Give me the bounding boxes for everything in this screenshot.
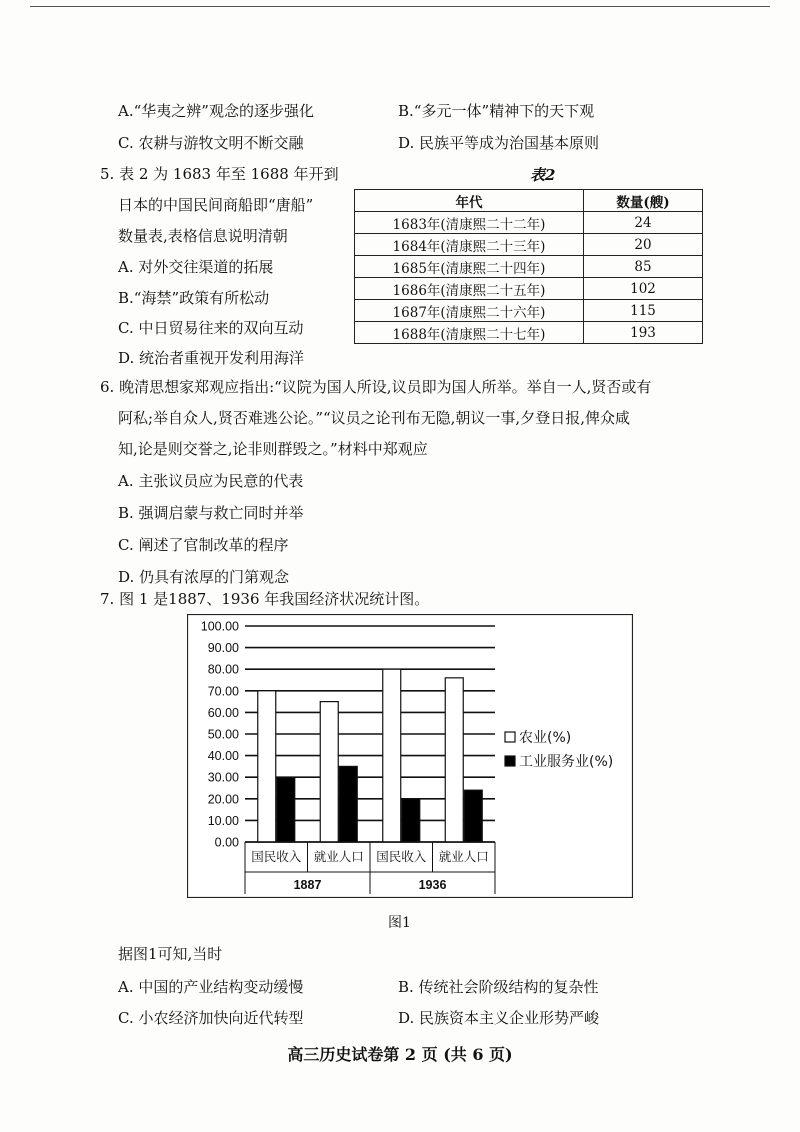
y-tick-label: 60.00	[207, 705, 239, 720]
y-tick-label: 100.00	[200, 619, 239, 634]
table-cell-year: 1684年(清康熙二十三年)	[355, 234, 584, 256]
table-cell-count: 85	[584, 256, 703, 278]
table-row	[355, 256, 703, 278]
table-header-row	[355, 190, 703, 212]
table-cell-count: 193	[584, 322, 703, 344]
q5-option-c[interactable]: C. 中日贸易往来的双向互动	[118, 319, 304, 337]
table-cell-count: 24	[584, 212, 703, 234]
bar-industry-service	[339, 766, 357, 842]
x-group-label: 1887	[293, 878, 322, 892]
legend-label: 工业服务业(%)	[519, 754, 614, 770]
x-group-label: 1936	[418, 878, 447, 892]
table-row	[355, 278, 703, 300]
table-row	[355, 300, 703, 322]
y-tick-label: 80.00	[207, 662, 239, 677]
page-footer: 高三历史试卷第 2 页 (共 6 页)	[287, 1045, 513, 1064]
q6-stem-line3: 知,论是则交誉之,论非则群毁之。”材料中郑观应	[118, 440, 428, 458]
q7-after-figure: 据图1可知,当时	[118, 945, 223, 963]
q6-option-c[interactable]: C. 阐述了官制改革的程序	[118, 536, 289, 554]
y-tick-label: 40.00	[207, 749, 239, 764]
bar-agriculture	[445, 678, 463, 842]
q7-option-b[interactable]: B. 传统社会阶级结构的复杂性	[398, 978, 599, 996]
x-category-label: 就业人口	[438, 849, 489, 864]
table-cell-count: 20	[584, 234, 703, 256]
table-row	[355, 234, 703, 256]
q4-option-c[interactable]: C. 农耕与游牧文明不断交融	[118, 134, 304, 152]
y-tick-label: 30.00	[207, 770, 239, 785]
figure-caption: 图1	[388, 915, 411, 931]
q6-option-d[interactable]: D. 仍具有浓厚的门第观念	[118, 568, 290, 586]
bar-agriculture	[320, 702, 338, 842]
top-rule	[30, 6, 770, 7]
table-header-year: 年代	[355, 190, 584, 212]
q5-option-b[interactable]: B.“海禁”政策有所松动	[118, 289, 270, 307]
table-row	[355, 212, 703, 234]
bar-agriculture	[383, 669, 401, 842]
table-cell-count: 102	[584, 278, 703, 300]
bar-agriculture	[258, 691, 276, 842]
legend-label: 农业(%)	[519, 730, 572, 746]
table-cell-year: 1687年(清康熙二十六年)	[355, 300, 584, 322]
bar-industry-service	[464, 790, 482, 842]
table-cell-count: 115	[584, 300, 703, 322]
q5-stem-line2: 日本的中国民间商船即“唐船”	[118, 196, 314, 214]
y-tick-label: 0.00	[214, 835, 239, 850]
q4-option-b[interactable]: B.“多元一体”精神下的天下观	[398, 102, 595, 120]
y-tick-label: 50.00	[207, 727, 239, 742]
y-tick-label: 70.00	[207, 684, 239, 699]
q4-option-d[interactable]: D. 民族平等成为治国基本原则	[398, 134, 600, 152]
bar-industry-service	[277, 777, 295, 842]
table-cell-year: 1686年(清康熙二十五年)	[355, 278, 584, 300]
table-row	[355, 322, 703, 344]
q4-option-a[interactable]: A.“华夷之辨”观念的逐步强化	[118, 102, 314, 120]
q5-option-a[interactable]: A. 对外交往渠道的拓展	[118, 258, 274, 276]
x-category-label: 国民收入	[376, 849, 427, 864]
y-tick-label: 20.00	[207, 792, 239, 807]
q6-option-a[interactable]: A. 主张议员应为民意的代表	[118, 472, 304, 490]
q6-option-b[interactable]: B. 强调启蒙与救亡同时并举	[118, 504, 304, 522]
ship-count-table	[354, 189, 703, 344]
q7-option-c[interactable]: C. 小农经济加快向近代转型	[118, 1009, 304, 1027]
q7-option-a[interactable]: A. 中国的产业结构变动缓慢	[118, 978, 304, 996]
q5-option-d[interactable]: D. 统治者重视开发利用海洋	[118, 349, 305, 367]
q5-stem-line3: 数量表,表格信息说明清朝	[118, 227, 288, 245]
x-category-label: 就业人口	[313, 849, 364, 864]
y-tick-label: 10.00	[207, 813, 239, 828]
economy-bar-chart	[187, 614, 633, 898]
x-category-label: 国民收入	[251, 849, 302, 864]
table-header-count: 数量(艘)	[584, 190, 703, 212]
q7-option-d[interactable]: D. 民族资本主义企业形势严峻	[398, 1009, 600, 1027]
bar-industry-service	[402, 799, 420, 842]
y-tick-label: 90.00	[207, 641, 239, 656]
q6-stem-line2: 阿私;举自众人,贤否难逃公论。”“议员之论刊布无隐,朝议一事,夕登日报,俾众咸	[118, 409, 630, 427]
table-cell-year: 1685年(清康熙二十四年)	[355, 256, 584, 278]
table-cell-year: 1688年(清康熙二十七年)	[355, 322, 584, 344]
q7-stem: 7. 图 1 是1887、1936 年我国经济状况统计图。	[100, 590, 430, 608]
legend-swatch	[505, 756, 515, 766]
table-cell-year: 1683年(清康熙二十二年)	[355, 212, 584, 234]
legend-swatch	[505, 732, 515, 742]
table-caption: 表2	[530, 166, 556, 184]
q5-stem-line1: 5. 表 2 为 1683 年至 1688 年开到	[100, 165, 339, 183]
q6-stem-line1: 6. 晚清思想家郑观应指出:“议院为国人所设,议员即为国人所举。举自一人,贤否或有	[100, 378, 652, 396]
